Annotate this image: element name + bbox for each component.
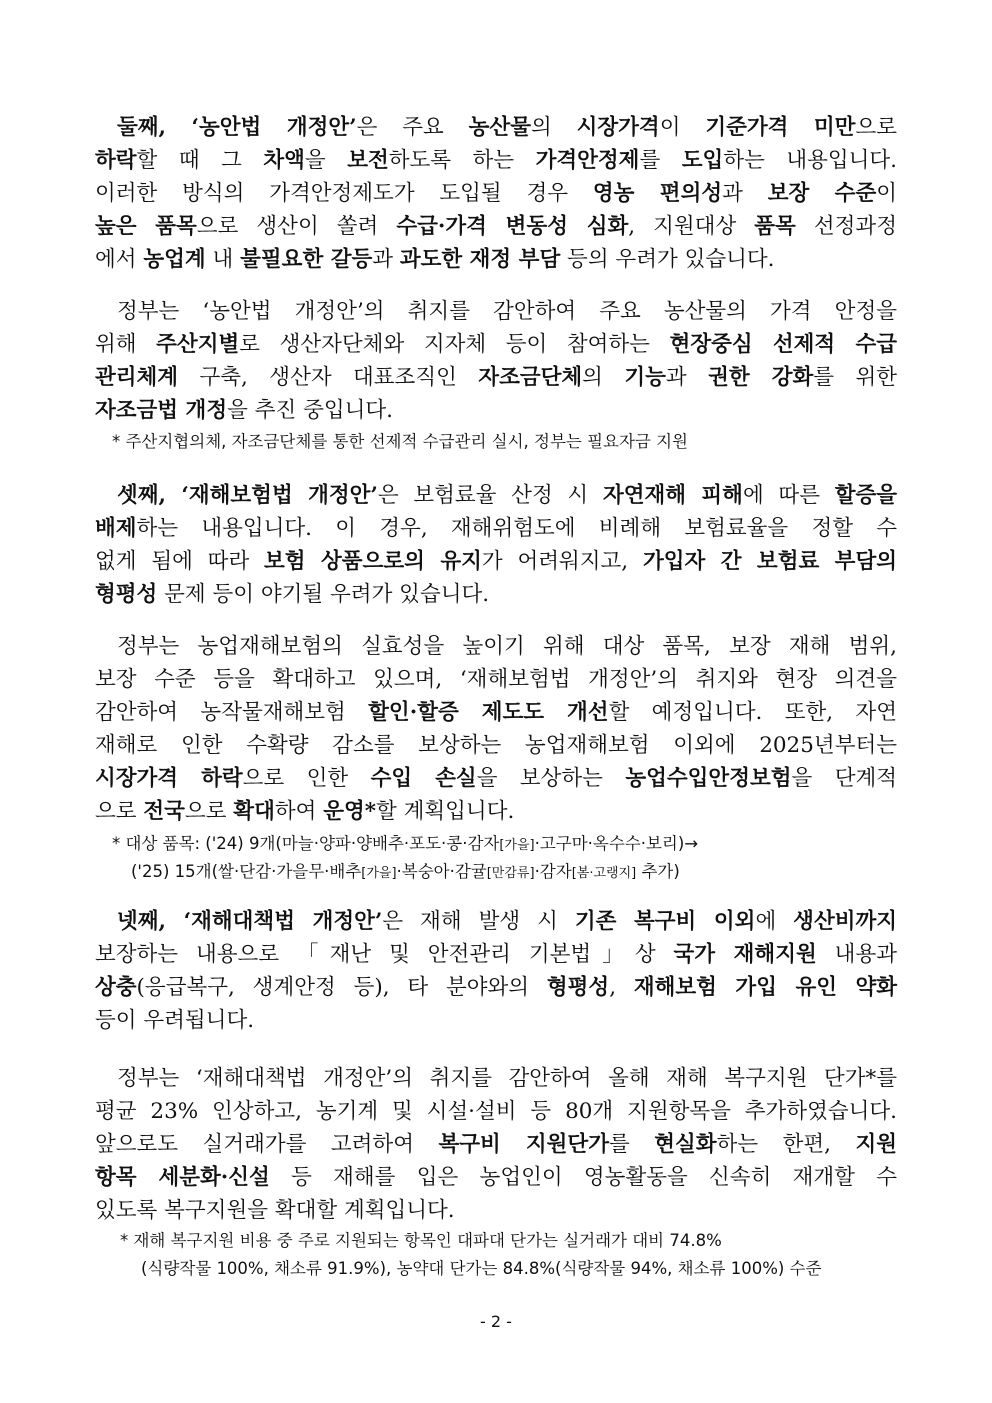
small-text-run: [가을] <box>499 838 535 853</box>
bold-text-run: 가입자 간 보험료 부담의 <box>642 549 897 574</box>
text-run: * 대상 품목: ('24) 9개(마늘·양파·양배추·포도·콩·감자 <box>112 834 500 853</box>
bold-text-run: 국가 재해지원 <box>673 942 817 967</box>
bold-text-run: 재해보험 가입 유인 약화 <box>633 975 897 1000</box>
text-run: 추가) <box>636 862 680 881</box>
text-run: 보장 수준 등을 확대하고 있으며, ‘재해보험법 개정안’의 취지와 현장 의견을 <box>95 667 897 692</box>
text-line <box>95 905 897 938</box>
bold-text-run: 형평성 <box>95 582 158 607</box>
text-line <box>95 729 897 762</box>
text-run: 를 위한 <box>813 365 897 390</box>
small-text-run: [가을] <box>361 866 397 881</box>
text-line <box>95 210 897 243</box>
text-run: 없게 됨에 따라 <box>95 549 265 574</box>
bold-text-run: 보장 수준 <box>767 181 877 206</box>
bold-text-run: 권한 강화 <box>708 365 814 390</box>
text-line <box>95 243 897 276</box>
bold-text-run: 넷째, ‘재해대책법 개정안’ <box>117 909 383 934</box>
text-run: 를 <box>639 148 682 173</box>
page-number: - 2 - <box>480 1312 512 1331</box>
footnote-2-line-1 <box>112 830 698 860</box>
text-line <box>95 1004 897 1037</box>
text-line <box>95 361 897 394</box>
bold-text-run: 배제 <box>95 516 137 541</box>
text-run: 가 어려워지고, <box>481 549 643 574</box>
bold-text-run: 상충 <box>95 975 137 1000</box>
text-run: ('25) 15개(쌀·단감·가을무·배추 <box>131 862 362 881</box>
text-run: 정부는 ‘농안법 개정안’의 취지를 감안하여 주요 농산물의 가격 안정을 <box>117 299 897 324</box>
bold-text-run: 할증을 <box>834 483 897 508</box>
text-run: 감안하여 농작물재해보험 <box>95 700 369 725</box>
bold-text-run: 도입 <box>681 148 724 173</box>
bold-text-run: 관리체계 <box>95 365 179 390</box>
text-line <box>95 762 897 795</box>
text-run: ·복숭아·감귤 <box>396 862 487 881</box>
text-run: 있도록 복구지원을 확대할 계획입니다. <box>95 1198 455 1223</box>
bold-text-run: 전국 <box>143 799 185 824</box>
bold-text-run: 지원 <box>855 1132 897 1157</box>
text-run: 은 보험료율 산정 시 <box>377 483 603 508</box>
bold-text-run: 하락 <box>95 148 137 173</box>
bold-text-run: 차액 <box>263 148 305 173</box>
paragraph-third-item <box>95 479 897 611</box>
bold-text-run: 농산물 <box>468 115 531 140</box>
text-run: 로 생산자단체와 지자체 등이 참여하는 <box>239 332 670 357</box>
text-run: 이러한 방식의 가격안정제도가 도입될 경우 <box>95 181 593 206</box>
bold-text-run: 형평성 <box>546 975 610 1000</box>
text-line <box>95 479 897 512</box>
text-line <box>95 545 897 578</box>
footnote-3-line-1: * 재해 복구지원 비용 중 주로 지원되는 항목인 대파대 단가는 실거래가 대비 74.8% <box>120 1231 722 1250</box>
text-line <box>95 795 897 828</box>
text-line <box>95 512 897 545</box>
text-run: 하는 내용입니다. <box>723 148 898 173</box>
text-run: 이 <box>876 181 898 206</box>
text-run: 이 <box>659 115 706 140</box>
bold-text-run: 수입 손실 <box>370 766 477 791</box>
text-run: 선정과정 <box>795 214 897 239</box>
text-run: 으로 <box>855 115 897 140</box>
text-run: ·고구마·옥수수·보리)→ <box>534 834 699 853</box>
bold-text-run: 수급·가격 변동성 심화 <box>396 214 629 239</box>
text-run: 내 <box>205 247 241 272</box>
text-run: 구축, 생산자 대표조직인 <box>178 365 479 390</box>
bold-text-run: 자조금단체 <box>478 365 583 390</box>
text-run: 등이 우려됩니다. <box>95 1008 255 1033</box>
bold-text-run: 확대 <box>233 799 275 824</box>
text-run: 의 <box>582 365 625 390</box>
text-run: 은 재해 발생 시 <box>382 909 575 934</box>
text-run: 과 <box>722 181 768 206</box>
text-run: , 지원대상 <box>628 214 755 239</box>
text-run: 를 <box>608 1132 655 1157</box>
text-run: 내용과 <box>816 942 897 967</box>
text-run: 의 <box>530 115 577 140</box>
text-run: 등의 우려가 있습니다. <box>560 247 775 272</box>
text-run: 을 단계적 <box>791 766 897 791</box>
text-line <box>95 630 897 663</box>
text-line <box>95 1161 897 1194</box>
text-run: 을 <box>304 148 348 173</box>
text-line <box>95 1095 897 1128</box>
text-run: 보장하는 내용으로 「재난 및 안전관리 기본법」상 <box>95 942 674 967</box>
bold-text-run: 가격안정제 <box>535 148 640 173</box>
bold-text-run: 항목 세분화·신설 <box>95 1165 270 1190</box>
bold-text-run: 불필요한 갈등 <box>240 247 373 272</box>
footnote-2-line-2 <box>131 858 680 888</box>
bold-text-run: 둘째, ‘농안법 개정안’ <box>117 115 357 140</box>
text-run: (응급복구, 생계안정 등), 타 분야와의 <box>136 975 547 1000</box>
paragraph-second-item <box>95 111 897 276</box>
text-run: 에 따른 <box>742 483 835 508</box>
text-run: 으로 <box>184 799 234 824</box>
bold-text-run: 할인·할증 제도도 개선 <box>368 700 609 725</box>
bold-text-run: 자조금법 개정 <box>95 398 228 423</box>
text-run: 할 때 그 <box>136 148 264 173</box>
text-run: 과 <box>665 365 709 390</box>
bold-text-run: 보험 상품으로의 유지 <box>264 549 482 574</box>
text-run: 과 <box>372 247 400 272</box>
text-line <box>95 111 897 144</box>
text-run: 할 예정입니다. 또한, 자연 <box>608 700 897 725</box>
text-line <box>95 177 897 210</box>
bold-text-run: 농업수입안정보험 <box>625 766 792 791</box>
bold-text-run: 시장가격 <box>576 115 660 140</box>
text-run: 을 보상하는 <box>476 766 626 791</box>
text-run: 에서 <box>95 247 144 272</box>
text-line <box>95 1194 897 1227</box>
bold-text-run: 보전 <box>347 148 389 173</box>
text-run: 으로 <box>95 799 144 824</box>
paragraph-government-response-1 <box>95 295 897 427</box>
text-line <box>95 938 897 971</box>
text-line <box>95 663 897 696</box>
bold-text-run: 시장가격 하락 <box>95 766 243 791</box>
text-line <box>95 1128 897 1161</box>
text-run: ·감자 <box>534 862 572 881</box>
paragraph-government-response-3 <box>95 1062 897 1227</box>
text-run: 을 추진 중입니다. <box>227 398 393 423</box>
text-line <box>95 394 897 427</box>
text-run: 정부는 ‘재해대책법 개정안’의 취지를 감안하여 올해 재해 복구지원 단가*를 <box>117 1066 897 1091</box>
text-run: 하는 내용입니다. 이 경우, 재해위험도에 비례해 보험료율을 정할 수 <box>136 516 897 541</box>
paragraph-government-response-2 <box>95 630 897 828</box>
small-text-run: [만감류] <box>486 866 535 881</box>
text-run: 정부는 농업재해보험의 실효성을 높이기 위해 대상 품목, 보장 재해 범위, <box>117 634 897 659</box>
bold-text-run: 기능 <box>624 365 666 390</box>
text-line <box>95 1062 897 1095</box>
bold-text-run: 농업계 <box>143 247 206 272</box>
bold-text-run: 현장중심 선제적 수급 <box>669 332 897 357</box>
small-text-run: [봄·고랭지] <box>571 866 637 881</box>
text-run: 위해 <box>95 332 157 357</box>
text-run: 하도록 하는 <box>388 148 536 173</box>
footnote-1: * 주산지협의체, 자조금단체를 통한 선제적 수급관리 실시, 정부는 필요자금 지원 <box>112 432 688 451</box>
text-run: 평균 23% 인상하고, 농기계 및 시설·설비 등 80개 지원항목을 추가하였습니다. <box>95 1099 897 1124</box>
bold-text-run: 기준가격 미만 <box>705 115 856 140</box>
text-run: , <box>609 975 634 1000</box>
bold-text-run: 기존 복구비 이외 <box>574 909 756 934</box>
text-run: 문제 등이 야기될 우려가 있습니다. <box>157 582 490 607</box>
text-line <box>95 696 897 729</box>
text-line <box>95 144 897 177</box>
text-line <box>95 578 897 611</box>
bold-text-run: 현실화 <box>654 1132 717 1157</box>
text-run: 으로 생산이 쏠려 <box>196 214 397 239</box>
bold-text-run: 높은 품목 <box>95 214 197 239</box>
bold-text-run: 생산비까지 <box>793 909 898 934</box>
text-run: 등 재해를 입은 농업인이 영농활동을 신속히 재개할 수 <box>269 1165 897 1190</box>
text-line <box>95 971 897 1004</box>
text-run: 하여 <box>274 799 324 824</box>
text-run: 으로 인한 <box>242 766 371 791</box>
bold-text-run: 과도한 재정 부담 <box>399 247 561 272</box>
bold-text-run: 운영* <box>323 799 377 824</box>
text-run: 은 주요 <box>356 115 469 140</box>
bold-text-run: 자연재해 피해 <box>602 483 743 508</box>
paragraph-fourth-item <box>95 905 897 1037</box>
bold-text-run: 복구비 지원단가 <box>438 1132 609 1157</box>
text-run: 앞으로도 실거래가를 고려하여 <box>95 1132 439 1157</box>
text-line <box>95 328 897 361</box>
text-run: 하는 한편, <box>716 1132 856 1157</box>
text-run: 할 계획입니다. <box>376 799 515 824</box>
text-run: 재해로 인한 수확량 감소를 보상하는 농업재해보험 이외에 2025년부터는 <box>95 733 897 758</box>
bold-text-run: 영농 편의성 <box>592 181 723 206</box>
text-line <box>95 295 897 328</box>
bold-text-run: 주산지별 <box>156 332 240 357</box>
text-run: 에 <box>755 909 794 934</box>
bold-text-run: 품목 <box>754 214 796 239</box>
bold-text-run: 셋째, ‘재해보험법 개정안’ <box>117 483 378 508</box>
footnote-3-line-2: (식량작물 100%, 채소류 91.9%), 농약대 단가는 84.8%(식량작물 94%, 채소류 100%) 수준 <box>141 1259 822 1278</box>
